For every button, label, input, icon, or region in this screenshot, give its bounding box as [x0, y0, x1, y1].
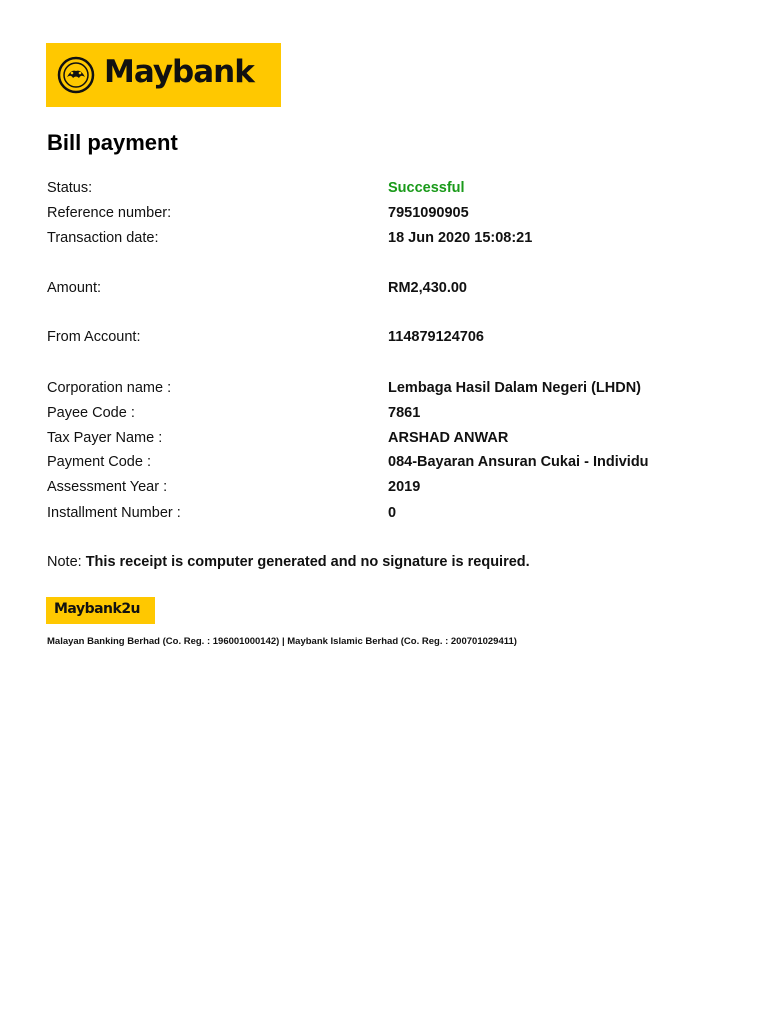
detail-label: Corporation name :: [47, 380, 172, 396]
detail-label: Tax Payer Name :: [47, 430, 163, 446]
detail-label: Installment Number :: [47, 505, 181, 521]
detail-value: 084-Bayaran Ansuran Cukai - Individu: [388, 454, 649, 470]
page-title: Bill payment: [47, 130, 178, 155]
detail-label: Status:: [47, 180, 93, 196]
footer-registration: Malayan Banking Berhad (Co. Reg. : 196001000142) | Maybank Islamic Berhad (Co. Reg. : 200701029411): [47, 636, 517, 647]
detail-value: Lembaga Hasil Dalam Negeri (LHDN): [388, 380, 642, 396]
maybank2u-wordmark: Maybank2u: [54, 601, 141, 617]
logo-wordmark: Maybank: [104, 54, 254, 90]
detail-label: From Account:: [47, 329, 141, 345]
detail-label: Payment Code :: [47, 454, 151, 470]
detail-value: 2019: [388, 479, 421, 495]
note-prefix: Note:: [47, 554, 82, 570]
detail-label: Assessment Year :: [47, 479, 168, 495]
detail-value: 18 Jun 2020 15:08:21: [388, 230, 533, 246]
maybank-logo: [46, 43, 281, 107]
maybank2u-logo: [46, 597, 155, 624]
detail-value: 7861: [388, 405, 421, 421]
detail-label: Transaction date:: [47, 230, 159, 246]
detail-value: 7951090905: [388, 205, 469, 221]
detail-label: Amount:: [47, 280, 101, 296]
detail-value: RM2,430.00: [388, 280, 467, 296]
tiger-emblem-icon: [57, 56, 95, 94]
status-value: Successful: [388, 180, 465, 196]
note-text: This receipt is computer generated and no signature is required.: [85, 554, 530, 570]
detail-label: Payee Code :: [47, 405, 135, 421]
detail-value: 114879124706: [388, 329, 484, 345]
detail-label: Reference number:: [47, 205, 172, 221]
detail-value: ARSHAD ANWAR: [388, 430, 509, 446]
detail-value: 0: [388, 505, 397, 521]
receipt-note: [47, 553, 530, 571]
